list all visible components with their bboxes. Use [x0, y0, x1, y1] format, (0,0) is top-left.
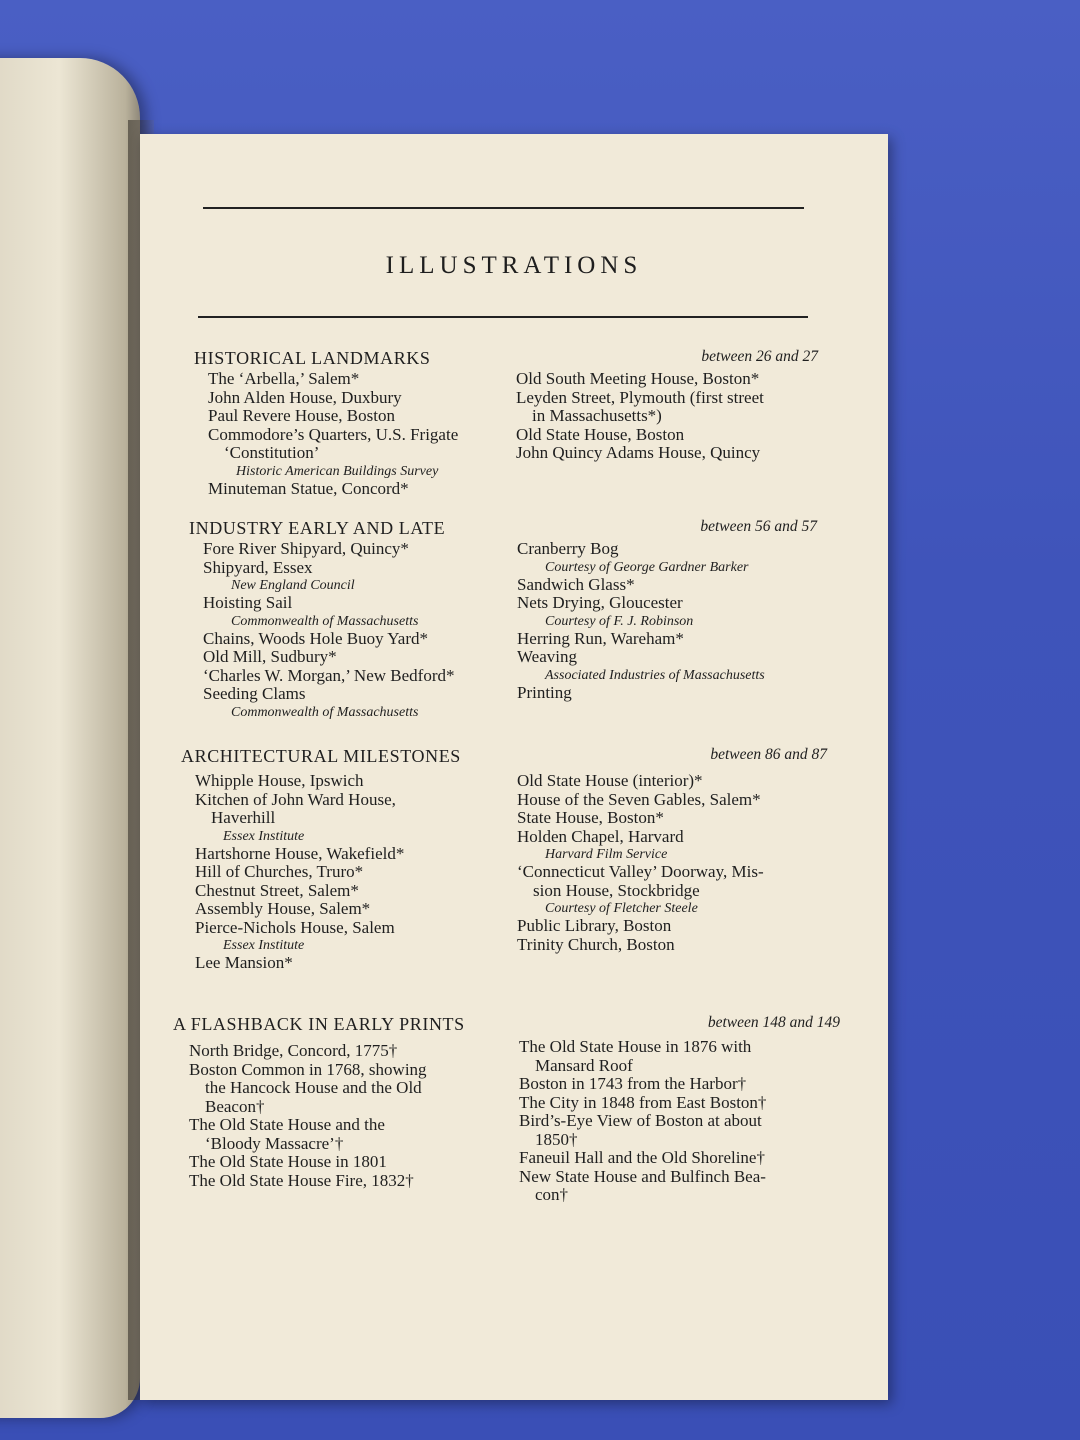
illustration-entry [195, 772, 404, 791]
entry-text: Shipyard, Essex [203, 557, 313, 577]
section-page-range: between 148 and 149 [707, 1014, 840, 1031]
illustration-entry [203, 540, 455, 559]
entry-continuation: 1850† [535, 1129, 578, 1149]
entry-text: Printing [517, 682, 572, 702]
illustration-entry [519, 1038, 766, 1075]
illustration-entry [517, 936, 764, 955]
illustration-entry [195, 845, 404, 864]
entry-text: The ‘Arbella,’ Salem* [208, 369, 360, 388]
top-rule [203, 207, 804, 209]
illustration-entry [516, 389, 764, 426]
entry-text: Boston Common in 1768, showing [189, 1059, 427, 1079]
entry-text: ‘Connecticut Valley’ Doorway, Mis- [517, 862, 764, 881]
illustration-entry [517, 648, 765, 667]
photo-credit: Courtesy of George Gardner Barker [545, 559, 749, 575]
entry-text: Nets Drying, Gloucester [517, 593, 683, 612]
section-page-range: between 86 and 87 [710, 746, 827, 763]
photo-credit: Historic American Buildings Survey [236, 463, 439, 479]
entry-continuation: Haverhill [211, 808, 276, 827]
page-title: ILLUSTRATIONS [385, 252, 643, 279]
entry-text: North Bridge, Concord, 1775† [189, 1041, 398, 1060]
entry-continuation: con† [535, 1185, 569, 1204]
illustration-entry [189, 1153, 427, 1172]
illustration-entry [203, 630, 455, 649]
illustration-entry [519, 1094, 766, 1113]
entry-text: Paul Revere House, Boston [208, 406, 395, 425]
illustration-entry [517, 809, 764, 828]
entry-text: Leyden Street, Plymouth (first street [516, 387, 764, 407]
entry-text: Old State House, Boston [516, 424, 685, 444]
title-rule [198, 316, 808, 318]
entry-text: John Quincy Adams House, Quincy [516, 443, 761, 462]
illustration-entry [516, 444, 764, 463]
illustration-entry [189, 1061, 427, 1117]
entry-text: Public Library, Boston [517, 916, 672, 935]
photo-credit: Commonwealth of Massachusetts [231, 704, 419, 720]
entry-continuation: sion House, Stockbridge [533, 880, 700, 900]
section-heading: HISTORICAL LANDMARKS [194, 348, 431, 368]
entry-text: Lee Mansion* [195, 953, 293, 972]
illustration-entry [517, 828, 764, 847]
entry-text: John Alden House, Duxbury [208, 387, 402, 407]
illustration-entry [516, 426, 764, 445]
entry-text: House of the Seven Gables, Salem* [517, 789, 761, 809]
entry-text: Hartshorne House, Wakefield* [195, 843, 405, 863]
entry-continuation: in Massachusetts*) [532, 406, 662, 425]
entry-text: Weaving [517, 647, 577, 666]
entry-text: Hill of Churches, Truro* [195, 862, 364, 881]
entry-continuation: ‘Constitution’ [224, 443, 320, 462]
right-column [516, 370, 764, 463]
facing-page-edge [0, 58, 140, 1418]
illustration-entry [517, 791, 764, 810]
entry-text: Minuteman Statue, Concord* [208, 478, 409, 498]
left-column [208, 370, 458, 498]
illustration-entry [208, 407, 458, 426]
entry-text: Pierce-Nichols House, Salem [195, 917, 395, 937]
entry-text: Bird’s-Eye View of Boston at about [519, 1111, 762, 1130]
illustration-entry [519, 1149, 766, 1168]
entry-text: Chains, Woods Hole Buoy Yard* [203, 628, 429, 648]
illustration-entry [517, 917, 764, 936]
entry-text: ‘Charles W. Morgan,’ New Bedford* [203, 665, 455, 685]
photo-credit: Courtesy of Fletcher Steele [545, 901, 698, 916]
entry-text: Faneuil Hall and the Old Shoreline† [519, 1148, 765, 1167]
section-heading: A FLASHBACK IN EARLY PRINTS [173, 1014, 465, 1034]
illustration-entry [189, 1042, 427, 1061]
illustration-entry [517, 863, 764, 900]
illustration-entry [517, 594, 765, 613]
illustration-entry [195, 882, 404, 901]
entry-continuation: Mansard Roof [535, 1055, 633, 1075]
entry-text: Cranberry Bog [517, 539, 619, 558]
entry-text: The City in 1848 from East Boston† [519, 1092, 767, 1112]
illustration-entry [195, 900, 404, 919]
right-column [517, 772, 764, 954]
entry-text: New State House and Bulfinch Bea- [519, 1166, 766, 1186]
section-page-range: between 56 and 57 [700, 518, 817, 535]
illustration-entry [519, 1168, 766, 1205]
illustration-entry [208, 426, 458, 463]
entry-text: Holden Chapel, Harvard [517, 826, 684, 846]
left-column [203, 540, 455, 721]
photo-credit: Essex Institute [223, 938, 305, 953]
illustration-entry [516, 370, 764, 389]
illustration-entry [519, 1075, 766, 1094]
illustration-entry [208, 480, 458, 499]
entry-continuation: ‘Bloody Massacre’† [205, 1133, 344, 1153]
entry-text: Assembly House, Salem* [195, 899, 371, 918]
left-column [195, 772, 404, 973]
entry-text: Kitchen of John Ward House, [195, 789, 396, 809]
entry-text: Old State House (interior)* [517, 771, 703, 790]
illustration-entry [203, 667, 455, 686]
illustration-entry [189, 1116, 427, 1153]
illustration-entry [203, 648, 455, 667]
illustration-entry [195, 863, 404, 882]
section-heading: ARCHITECTURAL MILESTONES [181, 746, 461, 766]
entry-text: The Old State House in 1801 [189, 1152, 387, 1171]
entry-text: The Old State House and the [189, 1115, 385, 1134]
entry-text: Fore River Shipyard, Quincy* [203, 539, 409, 558]
illustration-entry [519, 1112, 766, 1149]
right-column [519, 1038, 766, 1205]
entry-text: State House, Boston* [517, 808, 664, 827]
entry-text: The Old State House in 1876 with [519, 1037, 752, 1056]
photo-credit: Courtesy of F. J. Robinson [545, 613, 694, 629]
illustration-entry [203, 559, 455, 578]
illustration-entry [517, 540, 765, 559]
entry-text: Boston in 1743 from the Harbor† [519, 1074, 747, 1093]
illustration-entry [203, 594, 455, 613]
entry-text: Sandwich Glass* [517, 574, 635, 594]
illustration-entry [517, 684, 765, 703]
illustration-entry [195, 954, 404, 973]
illustration-entry [195, 791, 404, 828]
entry-text: Commodore’s Quarters, U.S. Frigate [208, 424, 459, 444]
photo-credit: New England Council [231, 578, 355, 593]
photo-credit: Associated Industries of Massachusetts [545, 667, 765, 683]
entry-text: Hoisting Sail [203, 593, 293, 612]
entry-text: Old South Meeting House, Boston* [516, 369, 760, 388]
book-page [140, 134, 888, 1400]
entry-text: Chestnut Street, Salem* [195, 880, 359, 900]
illustration-entry [208, 370, 458, 389]
right-column [517, 540, 765, 702]
section-page-range: between 26 and 27 [701, 348, 818, 365]
entry-text: The Old State House Fire, 1832† [189, 1170, 414, 1190]
section-heading: INDUSTRY EARLY AND LATE [189, 518, 446, 538]
left-column [189, 1042, 427, 1190]
entry-text: Seeding Clams [203, 684, 306, 703]
illustration-entry [189, 1172, 427, 1191]
entry-text: Trinity Church, Boston [517, 934, 675, 954]
entry-text: Whipple House, Ipswich [195, 771, 364, 790]
illustration-entry [517, 630, 765, 649]
entry-text: Herring Run, Wareham* [517, 628, 684, 648]
photo-credit: Essex Institute [223, 828, 305, 844]
illustration-entry [203, 685, 455, 704]
illustration-entry [517, 576, 765, 595]
entry-continuation: the Hancock House and the Old [205, 1078, 422, 1097]
photo-credit: Harvard Film Service [545, 847, 668, 862]
photo-credit: Commonwealth of Massachusetts [231, 613, 419, 629]
illustration-entry [208, 389, 458, 408]
illustration-entry [195, 919, 404, 938]
entry-continuation: Beacon† [205, 1096, 265, 1116]
illustration-entry [517, 772, 764, 791]
entry-text: Old Mill, Sudbury* [203, 647, 337, 666]
